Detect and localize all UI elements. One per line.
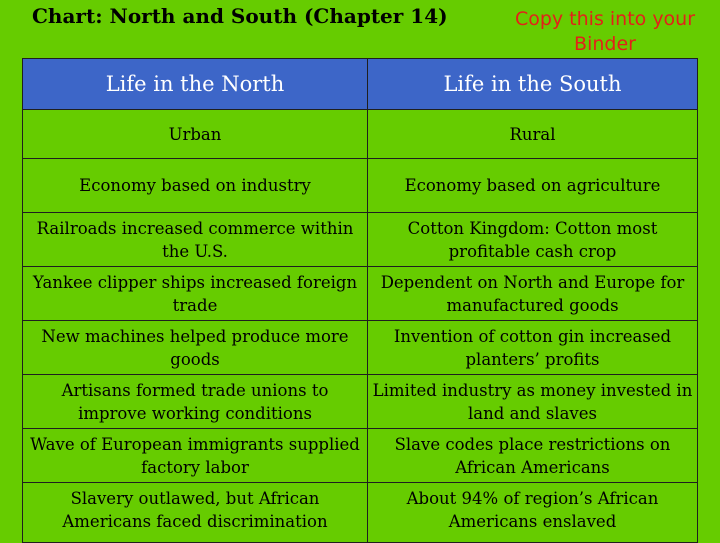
table-row bbox=[23, 110, 698, 159]
table-row bbox=[23, 213, 698, 267]
table-row bbox=[23, 267, 698, 321]
table-row bbox=[23, 483, 698, 543]
south-cell: Slave codes place restrictions on African Americans bbox=[368, 429, 698, 483]
south-cell: Cotton Kingdom: Cotton most profitable cash crop bbox=[368, 213, 698, 267]
south-cell: Limited industry as money invested in land and slaves bbox=[368, 375, 698, 429]
table-row bbox=[23, 159, 698, 213]
header-north: Life in the North bbox=[23, 59, 368, 110]
north-cell: Railroads increased commerce within the U.S. bbox=[23, 213, 368, 267]
south-cell: Invention of cotton gin increased planters’ profits bbox=[368, 321, 698, 375]
binder-note: Copy this into your Binder bbox=[514, 8, 696, 55]
north-cell: Urban bbox=[23, 110, 368, 159]
header-south: Life in the South bbox=[368, 59, 698, 110]
north-cell: Wave of European immigrants supplied factory labor bbox=[23, 429, 368, 483]
table-row bbox=[23, 375, 698, 429]
north-cell: Slavery outlawed, but African Americans faced discrimination bbox=[23, 483, 368, 543]
north-cell: Economy based on industry bbox=[23, 159, 368, 213]
north-south-table bbox=[22, 58, 698, 543]
north-cell: Yankee clipper ships increased foreign trade bbox=[23, 267, 368, 321]
north-cell: Artisans formed trade unions to improve working conditions bbox=[23, 375, 368, 429]
north-cell: New machines helped produce more goods bbox=[23, 321, 368, 375]
south-cell: Dependent on North and Europe for manufactured goods bbox=[368, 267, 698, 321]
south-cell: Economy based on agriculture bbox=[368, 159, 698, 213]
south-cell: About 94% of region’s African Americans enslaved bbox=[368, 483, 698, 543]
south-cell: Rural bbox=[368, 110, 698, 159]
table-row bbox=[23, 429, 698, 483]
page-title: Chart: North and South (Chapter 14) bbox=[32, 4, 448, 28]
table-header-row bbox=[23, 59, 698, 110]
table-row bbox=[23, 321, 698, 375]
